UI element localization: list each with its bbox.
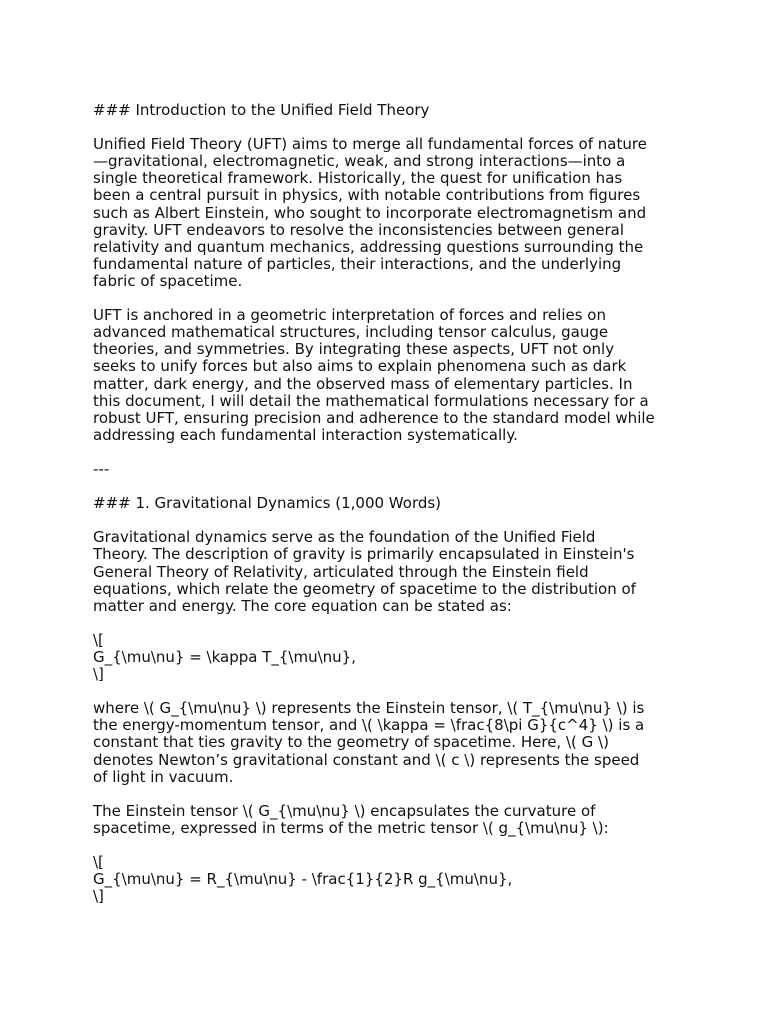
equation-einstein-tensor: \[ G_{\mu\nu} = R_{\mu\nu} - \frac{1}{2}R g_{\mu\nu}, \]: [93, 853, 513, 906]
paragraph-tensor-definitions: where \( G_{\mu\nu} \) represents the Einstein tensor, \( T_{\mu\nu} \) is the energy-momentum tensor, and \( \kappa = \frac{8\pi G}{c^4} \) is a constant that ties gravity to the geometry of spacetime. Here, \( G \) denotes Newton’s gravitational constant and \( c \) represents the speed of light in vacuum.: [93, 699, 645, 786]
heading-gravitational-dynamics: ### 1. Gravitational Dynamics (1,000 Words): [93, 494, 442, 513]
document-body: [93, 102, 693, 923]
section-separator: ---: [93, 459, 110, 478]
heading-introduction: ### Introduction to the Unified Field Theory: [93, 101, 430, 119]
paragraph-einstein-tensor: The Einstein tensor \( G_{\mu\nu} \) encapsulates the curvature of spacetime, expressed in terms of the metric tensor \( g_{\mu\nu} \):: [93, 801, 609, 837]
paragraph-uft-overview: Unified Field Theory (UFT) aims to merge all fundamental forces of nature —gravitational, electromagnetic, weak, and strong interactions—into a single theoretical framework. Historically, the quest for unification has been a central pursuit in physics, with notable contributions from figures such as Albert Einstein, who sought to incorporate electromagnetism and gravity. UFT endeavors to resolve the inconsistencies between general relativity and quantum mechanics, addressing questions surrounding the fundamental nature of particles, their interactions, and the underlying fabric of spacetime.: [93, 135, 647, 290]
paragraph-gravitational-intro: Gravitational dynamics serve as the foundation of the Unified Field Theory. The description of gravity is primarily encapsulated in Einstein's General Theory of Relativity, articulated through the Einstein field equations, which relate the geometry of spacetime to the distribution of matter and energy. The core equation can be stated as:: [93, 528, 636, 615]
equation-einstein-field: \[ G_{\mu\nu} = \kappa T_{\mu\nu}, \]: [93, 630, 356, 684]
paragraph-uft-foundations: UFT is anchored in a geometric interpretation of forces and relies on advanced mathematical structures, including tensor calculus, gauge theories, and symmetries. By integrating these aspects, UFT not only seeks to unify forces but also aims to explain phenomena such as dark matter, dark energy, and the observed mass of elementary particles. In this document, I will detail the mathematical formulations necessary for a robust UFT, ensuring precision and adherence to the standard model while addressing each fundamental interaction systematically.: [93, 306, 655, 444]
